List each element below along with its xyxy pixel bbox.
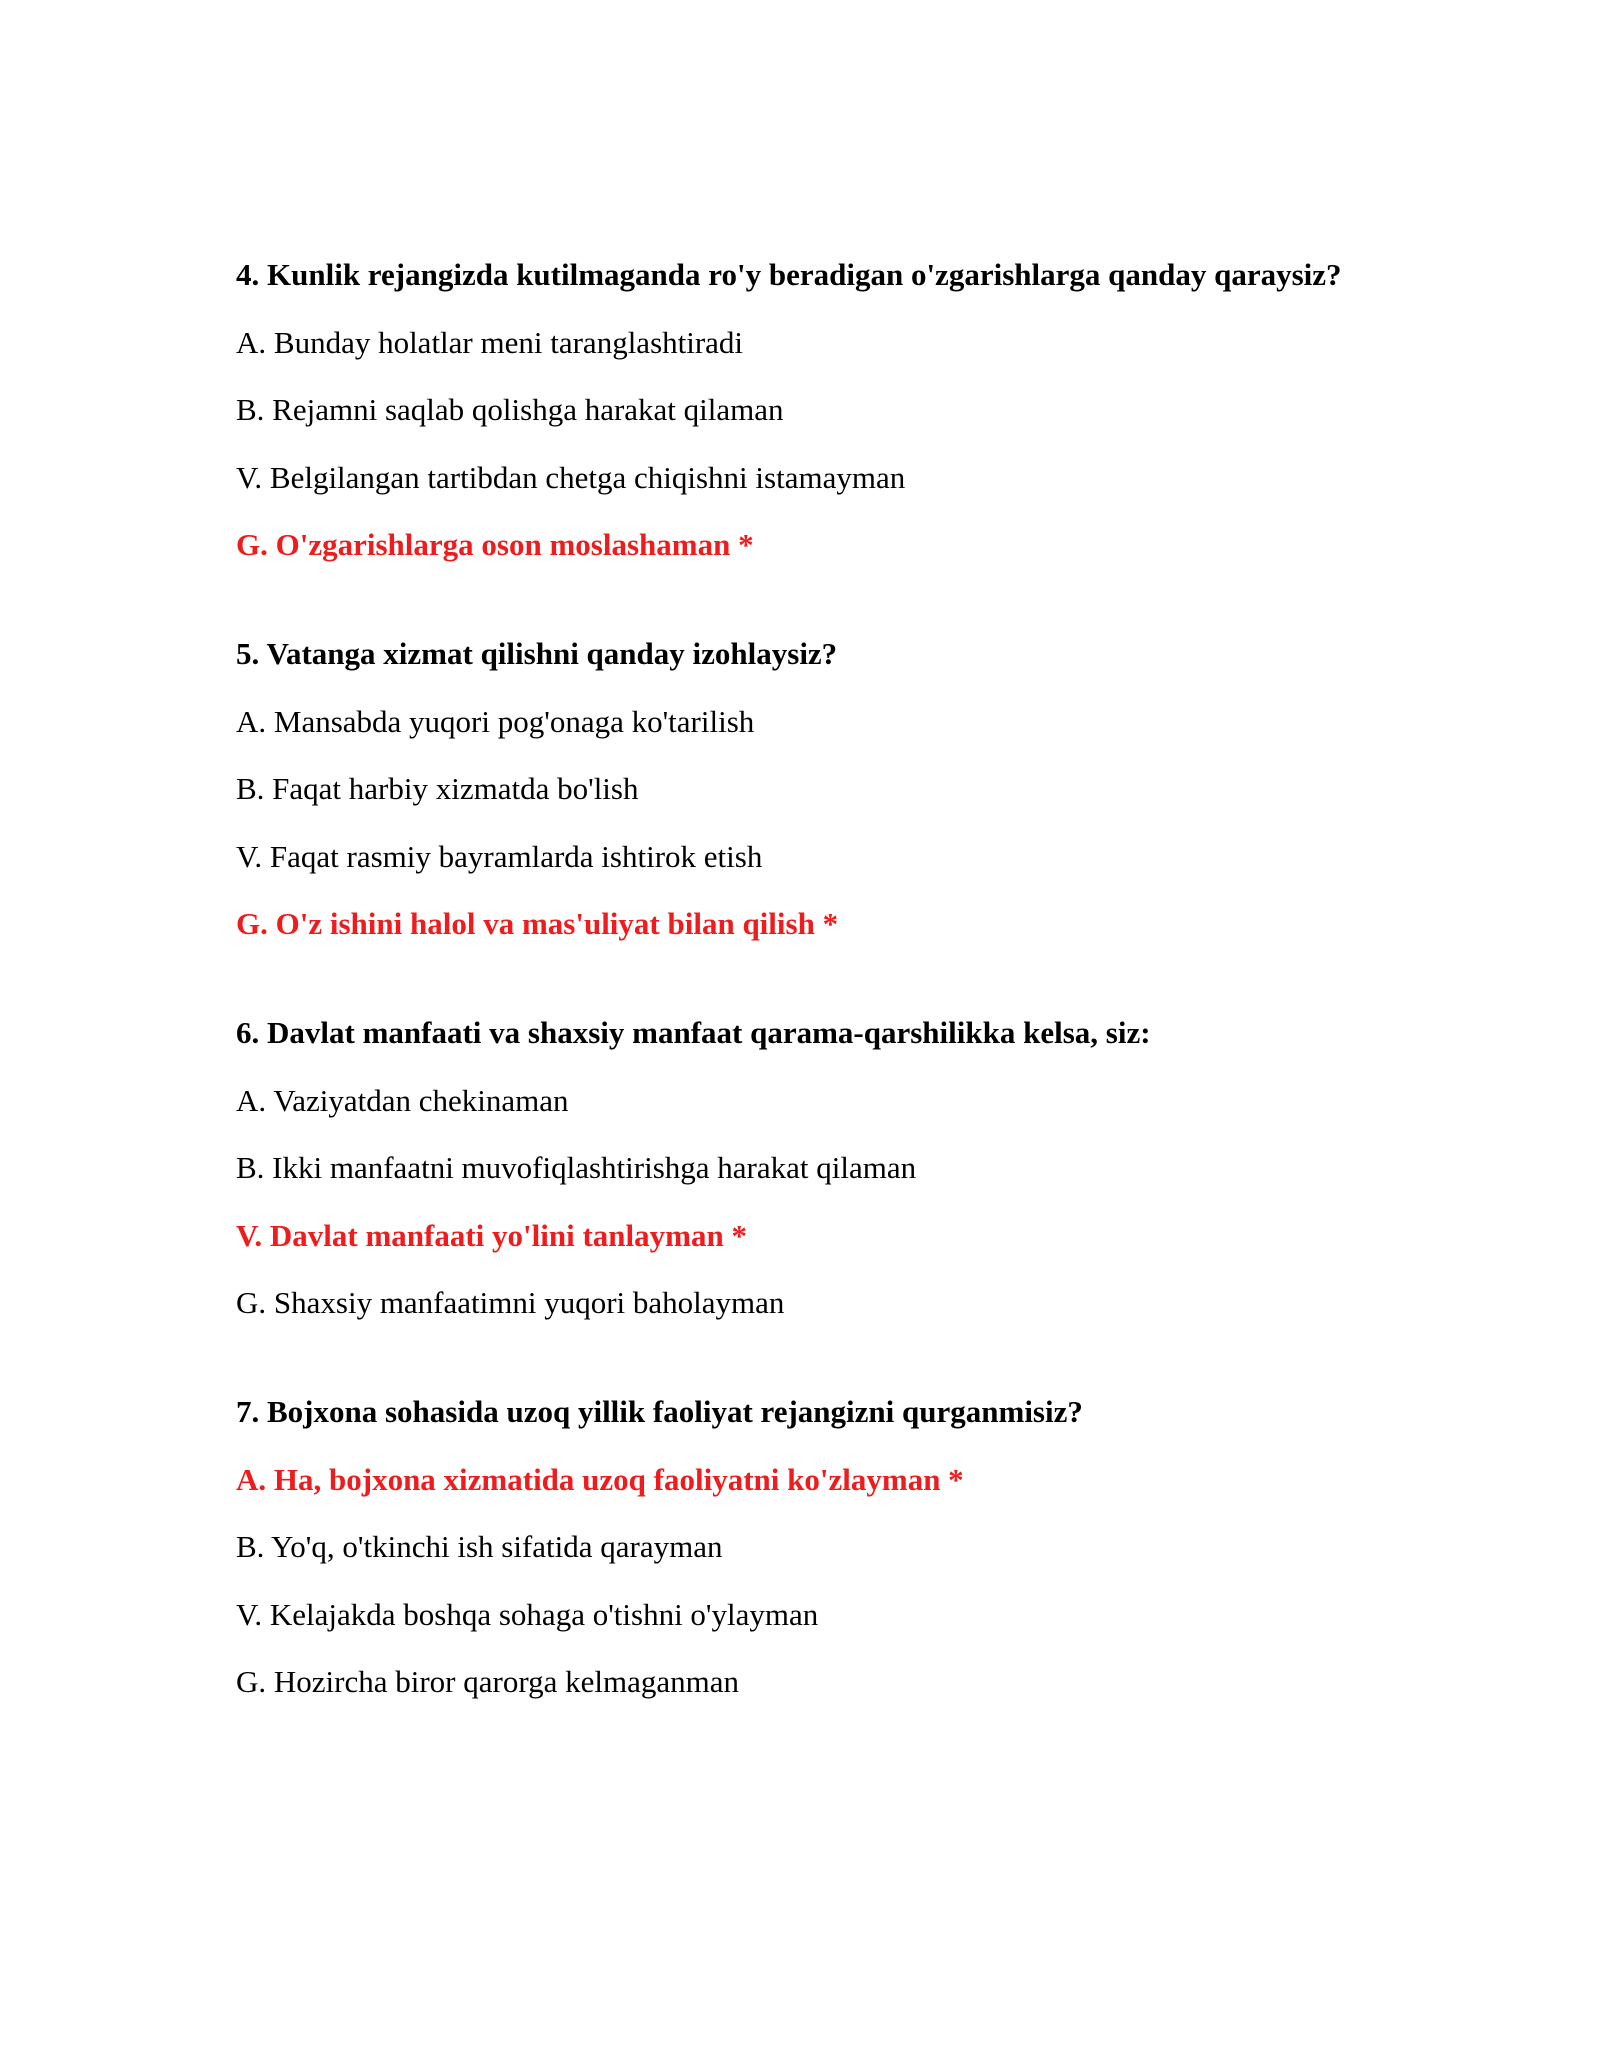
- answer-option: A. Bunday holatlar meni taranglashtiradi: [236, 324, 744, 360]
- document-page: [236, 254, 1416, 1770]
- answer-option-correct: V. Davlat manfaati yo'lini tanlayman *: [236, 1217, 747, 1253]
- question-block-7: [236, 1391, 1416, 1703]
- question-title: 5. Vatanga xizmat qilishni qanday izohlaysiz?: [236, 636, 838, 671]
- question-title: 4. Kunlik rejangizda kutilmaganda ro'y beradigan o'zgarishlarga qanday qaraysiz?: [236, 257, 1342, 292]
- answer-option: V. Belgilangan tartibdan chetga chiqishni istamayman: [236, 459, 906, 495]
- answer-option: B. Ikki manfaatni muvofiqlashtirishga harakat qilaman: [236, 1150, 917, 1185]
- answer-option-correct: G. O'z ishini halol va mas'uliyat bilan qilish *: [236, 906, 839, 941]
- answer-option: G. Shaxsiy manfaatimni yuqori baholayman: [236, 1285, 785, 1320]
- question-title: 7. Bojxona sohasida uzoq yillik faoliyat rejangizni qurganmisiz?: [236, 1394, 1083, 1429]
- answer-option: V. Faqat rasmiy bayramlarda ishtirok etish: [236, 838, 763, 874]
- answer-option: A. Mansabda yuqori pog'onaga ko'tarilish: [236, 703, 755, 739]
- answer-option-correct: A. Ha, bojxona xizmatida uzoq faoliyatni ko'zlayman *: [236, 1461, 964, 1497]
- question-title: 6. Davlat manfaati va shaxsiy manfaat qarama-qarshilikka kelsa, siz:: [236, 1015, 1151, 1050]
- answer-option: V. Kelajakda boshqa sohaga o'tishni o'ylayman: [236, 1596, 819, 1632]
- answer-option: A. Vaziyatdan chekinaman: [236, 1082, 569, 1118]
- question-block-5: [236, 633, 1416, 945]
- answer-option: B. Faqat harbiy xizmatda bo'lish: [236, 771, 639, 806]
- answer-option-correct: G. O'zgarishlarga oson moslashaman *: [236, 527, 754, 562]
- question-block-6: [236, 1012, 1416, 1324]
- answer-option: G. Hozircha biror qarorga kelmaganman: [236, 1664, 739, 1699]
- question-block-4: [236, 254, 1416, 566]
- answer-option: B. Rejamni saqlab qolishga harakat qilaman: [236, 392, 784, 427]
- answer-option: B. Yo'q, o'tkinchi ish sifatida qarayman: [236, 1529, 723, 1564]
